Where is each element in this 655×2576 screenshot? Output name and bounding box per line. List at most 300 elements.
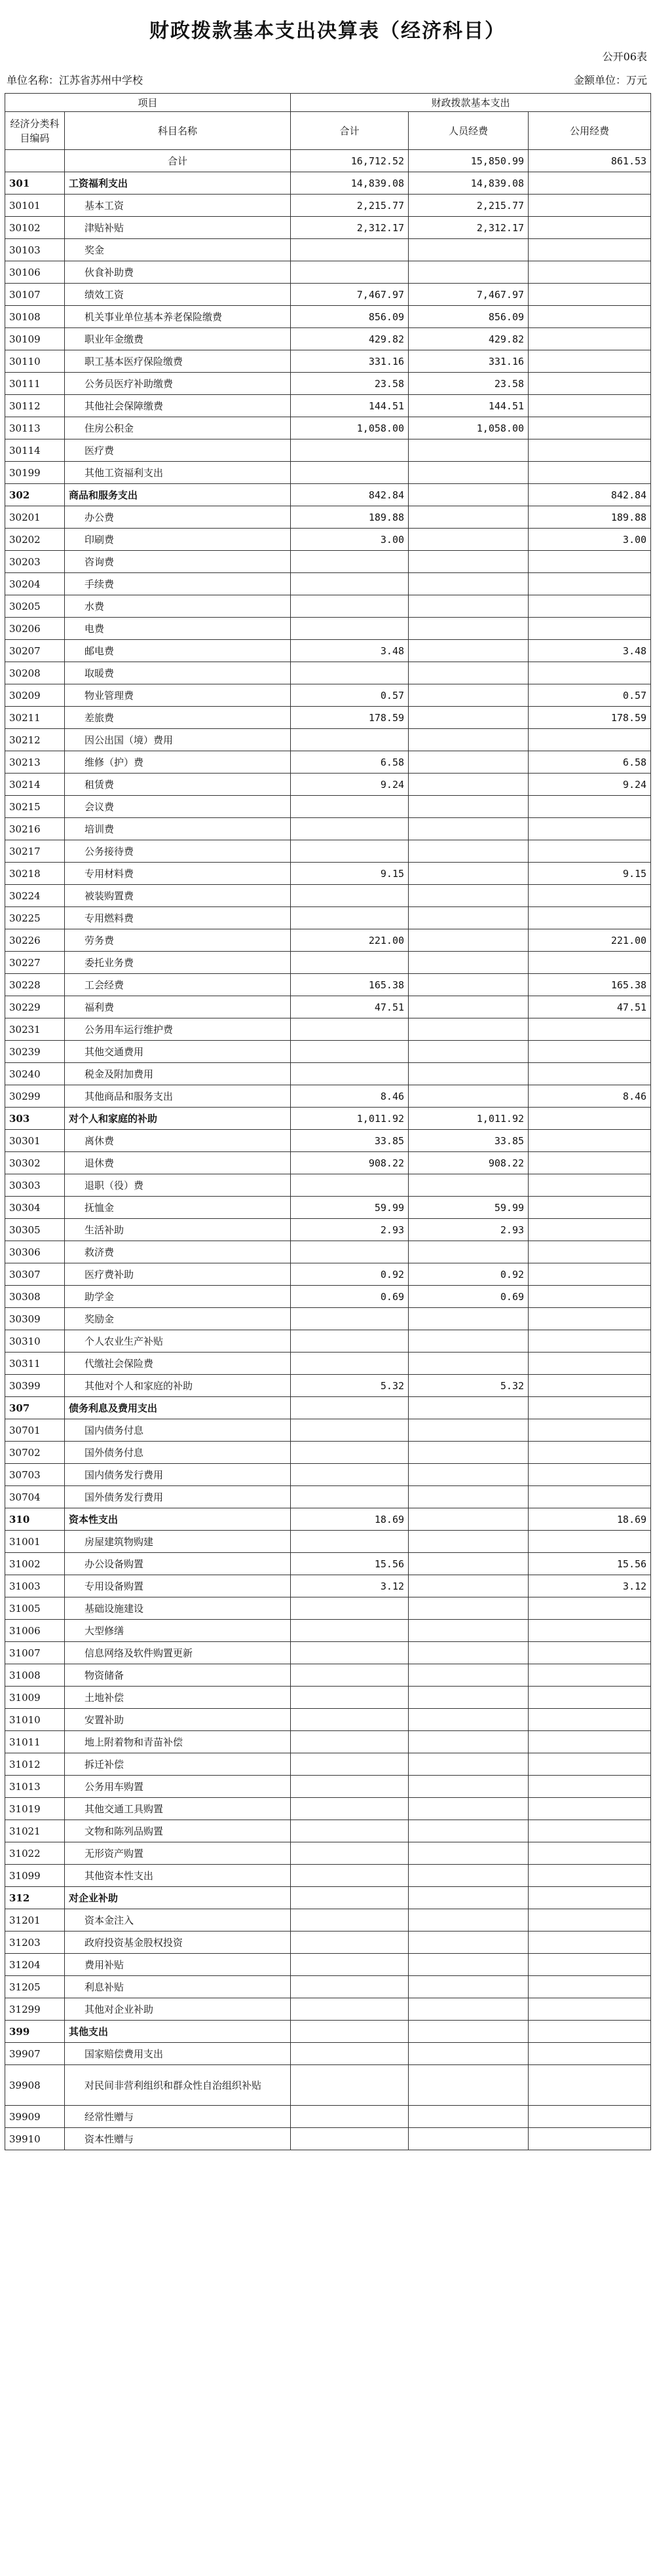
- row-code: 39907: [5, 2043, 65, 2065]
- row-code: 30311: [5, 1353, 65, 1375]
- table-row: [5, 907, 651, 929]
- row-public: [529, 439, 651, 462]
- row-name: 其他支出: [65, 2021, 291, 2043]
- row-total: [291, 2021, 409, 2043]
- row-personnel: [409, 1575, 529, 1597]
- row-public: 3.48: [529, 640, 651, 662]
- row-public: [529, 1776, 651, 1798]
- table-row: [5, 239, 651, 261]
- row-code: 30114: [5, 439, 65, 462]
- table-row: [5, 1909, 651, 1932]
- row-code: 302: [5, 484, 65, 506]
- row-public: [529, 662, 651, 684]
- row-code: 30703: [5, 1464, 65, 1486]
- row-personnel: [409, 1642, 529, 1664]
- row-code: [5, 150, 65, 172]
- row-total: 16,712.52: [291, 150, 409, 172]
- row-public: [529, 1442, 651, 1464]
- row-name: 维修（护）费: [65, 751, 291, 774]
- row-code: 30208: [5, 662, 65, 684]
- row-code: 30226: [5, 929, 65, 952]
- row-public: [529, 1152, 651, 1174]
- row-total: 8.46: [291, 1085, 409, 1108]
- row-personnel: 856.09: [409, 306, 529, 328]
- row-public: [529, 1419, 651, 1442]
- row-total: [291, 1464, 409, 1486]
- row-code: 30206: [5, 618, 65, 640]
- row-total: 59.99: [291, 1197, 409, 1219]
- row-personnel: [409, 1553, 529, 1575]
- row-name: 其他交通费用: [65, 1041, 291, 1063]
- row-public: [529, 1887, 651, 1909]
- row-code: 31001: [5, 1531, 65, 1553]
- row-name: 政府投资基金股权投资: [65, 1932, 291, 1954]
- row-code: 30306: [5, 1241, 65, 1263]
- row-total: 9.24: [291, 774, 409, 796]
- row-code: 30305: [5, 1219, 65, 1241]
- table-row: [5, 1597, 651, 1620]
- row-public: [529, 1709, 651, 1731]
- row-code: 30112: [5, 395, 65, 417]
- table-row: [5, 350, 651, 373]
- row-total: [291, 1597, 409, 1620]
- table-row: [5, 1575, 651, 1597]
- row-total: [291, 1842, 409, 1865]
- row-personnel: 1,058.00: [409, 417, 529, 439]
- row-total: 18.69: [291, 1508, 409, 1531]
- row-name: 商品和服务支出: [65, 484, 291, 506]
- row-personnel: [409, 1798, 529, 1820]
- row-name: 办公费: [65, 506, 291, 529]
- row-name: 债务利息及费用支出: [65, 1397, 291, 1419]
- row-total: 5.32: [291, 1375, 409, 1397]
- row-code: 30102: [5, 217, 65, 239]
- table-row: [5, 1442, 651, 1464]
- row-name: 经常性赠与: [65, 2106, 291, 2128]
- row-public: [529, 2021, 651, 2043]
- row-personnel: 15,850.99: [409, 150, 529, 172]
- row-code: 31005: [5, 1597, 65, 1620]
- header-group: 财政拨款基本支出: [291, 94, 651, 112]
- row-personnel: [409, 1174, 529, 1197]
- row-personnel: 33.85: [409, 1130, 529, 1152]
- row-total: [291, 2043, 409, 2065]
- row-public: [529, 1397, 651, 1419]
- row-name: 大型修缮: [65, 1620, 291, 1642]
- row-total: [291, 952, 409, 974]
- row-name: 职工基本医疗保险缴费: [65, 350, 291, 373]
- table-row: [5, 1152, 651, 1174]
- row-total: 331.16: [291, 350, 409, 373]
- row-personnel: [409, 2065, 529, 2106]
- row-personnel: 429.82: [409, 328, 529, 350]
- row-personnel: [409, 1909, 529, 1932]
- row-name: 对民间非营利组织和群众性自治组织补贴: [65, 2065, 291, 2106]
- row-code: 30308: [5, 1286, 65, 1308]
- row-name: 物资储备: [65, 1664, 291, 1687]
- row-public: [529, 818, 651, 840]
- row-name: 津贴补贴: [65, 217, 291, 239]
- row-code: 307: [5, 1397, 65, 1419]
- row-personnel: [409, 573, 529, 595]
- table-row: [5, 1664, 651, 1687]
- row-name: 个人农业生产补贴: [65, 1330, 291, 1353]
- table-row: [5, 306, 651, 328]
- header-total: 合计: [291, 112, 409, 150]
- table-row: [5, 1375, 651, 1397]
- table-row: [5, 774, 651, 796]
- row-total: 23.58: [291, 373, 409, 395]
- table-row: [5, 684, 651, 707]
- row-personnel: 0.92: [409, 1263, 529, 1286]
- row-code: 30228: [5, 974, 65, 996]
- row-code: 30239: [5, 1041, 65, 1063]
- row-personnel: [409, 462, 529, 484]
- row-name: 地上附着物和青苗补偿: [65, 1731, 291, 1753]
- row-public: [529, 1197, 651, 1219]
- row-public: [529, 217, 651, 239]
- row-code: 30213: [5, 751, 65, 774]
- table-row: [5, 707, 651, 729]
- row-personnel: [409, 1085, 529, 1108]
- row-personnel: [409, 1063, 529, 1085]
- row-name: 土地补偿: [65, 1687, 291, 1709]
- row-public: [529, 1642, 651, 1664]
- row-name: 其他工资福利支出: [65, 462, 291, 484]
- row-name: 其他对企业补助: [65, 1998, 291, 2021]
- row-total: [291, 239, 409, 261]
- row-public: 8.46: [529, 1085, 651, 1108]
- row-name: 国外债务付息: [65, 1442, 291, 1464]
- header-personnel: 人员经费: [409, 112, 529, 150]
- row-public: [529, 1108, 651, 1130]
- row-total: [291, 1976, 409, 1998]
- row-total: 429.82: [291, 328, 409, 350]
- row-name: 伙食补助费: [65, 261, 291, 284]
- row-code: 31299: [5, 1998, 65, 2021]
- row-name: 其他社会保障缴费: [65, 395, 291, 417]
- row-code: 30299: [5, 1085, 65, 1108]
- row-personnel: 1,011.92: [409, 1108, 529, 1130]
- row-code: 301: [5, 172, 65, 195]
- row-public: [529, 1063, 651, 1085]
- row-code: 30214: [5, 774, 65, 796]
- row-code: 30106: [5, 261, 65, 284]
- row-code: 30101: [5, 195, 65, 217]
- row-name: 手续费: [65, 573, 291, 595]
- row-personnel: [409, 239, 529, 261]
- table-row: [5, 1820, 651, 1842]
- row-name: 资本金注入: [65, 1909, 291, 1932]
- row-code: 31003: [5, 1575, 65, 1597]
- row-total: [291, 2106, 409, 2128]
- row-public: [529, 1330, 651, 1353]
- row-name: 国家赔偿费用支出: [65, 2043, 291, 2065]
- row-code: 30111: [5, 373, 65, 395]
- row-personnel: [409, 840, 529, 863]
- row-personnel: [409, 1664, 529, 1687]
- row-personnel: [409, 1865, 529, 1887]
- row-total: 0.92: [291, 1263, 409, 1286]
- row-code: 30309: [5, 1308, 65, 1330]
- table-row: [5, 1018, 651, 1041]
- row-code: 30217: [5, 840, 65, 863]
- row-total: [291, 1798, 409, 1820]
- row-name: 代缴社会保险费: [65, 1353, 291, 1375]
- row-personnel: 908.22: [409, 1152, 529, 1174]
- row-total: [291, 618, 409, 640]
- row-personnel: [409, 1241, 529, 1263]
- row-name: 救济费: [65, 1241, 291, 1263]
- row-code: 30113: [5, 417, 65, 439]
- row-total: [291, 1820, 409, 1842]
- row-total: 0.57: [291, 684, 409, 707]
- row-personnel: [409, 1731, 529, 1753]
- row-personnel: [409, 1842, 529, 1865]
- row-personnel: [409, 640, 529, 662]
- table-row: [5, 974, 651, 996]
- table-row: [5, 1330, 651, 1353]
- row-personnel: 23.58: [409, 373, 529, 395]
- table-row: [5, 1998, 651, 2021]
- row-code: 30225: [5, 907, 65, 929]
- row-personnel: [409, 796, 529, 818]
- row-personnel: [409, 1820, 529, 1842]
- row-personnel: [409, 2043, 529, 2065]
- row-public: [529, 2106, 651, 2128]
- row-name: 被装购置费: [65, 885, 291, 907]
- row-public: [529, 373, 651, 395]
- row-code: 30216: [5, 818, 65, 840]
- row-personnel: [409, 1887, 529, 1909]
- row-total: [291, 1998, 409, 2021]
- row-personnel: [409, 1486, 529, 1508]
- row-code: 31008: [5, 1664, 65, 1687]
- row-personnel: [409, 1041, 529, 1063]
- row-personnel: [409, 1308, 529, 1330]
- table-row: [5, 729, 651, 751]
- row-code: 31205: [5, 1976, 65, 1998]
- row-personnel: 14,839.08: [409, 172, 529, 195]
- table-row: [5, 1976, 651, 1998]
- header-public: 公用经费: [529, 112, 651, 150]
- row-total: 1,058.00: [291, 417, 409, 439]
- row-name: 其他商品和服务支出: [65, 1085, 291, 1108]
- row-total: [291, 1620, 409, 1642]
- table-row: [5, 1842, 651, 1865]
- row-code: 31203: [5, 1932, 65, 1954]
- row-name: 其他对个人和家庭的补助: [65, 1375, 291, 1397]
- row-personnel: [409, 1018, 529, 1041]
- row-name: 差旅费: [65, 707, 291, 729]
- row-total: [291, 439, 409, 462]
- table-row: [5, 1308, 651, 1330]
- row-personnel: [409, 863, 529, 885]
- row-personnel: [409, 1597, 529, 1620]
- table-row: [5, 1464, 651, 1486]
- header-row-1: [5, 94, 651, 112]
- row-total: 33.85: [291, 1130, 409, 1152]
- row-name: 利息补贴: [65, 1976, 291, 1998]
- row-name: 专用设备购置: [65, 1575, 291, 1597]
- row-public: [529, 1664, 651, 1687]
- row-personnel: 0.69: [409, 1286, 529, 1308]
- row-total: [291, 1932, 409, 1954]
- row-public: [529, 1753, 651, 1776]
- row-total: [291, 2128, 409, 2150]
- row-name: 抚恤金: [65, 1197, 291, 1219]
- row-code: 39910: [5, 2128, 65, 2150]
- row-total: [291, 1909, 409, 1932]
- row-total: [291, 1308, 409, 1330]
- row-public: [529, 284, 651, 306]
- table-row: [5, 1085, 651, 1108]
- row-personnel: [409, 506, 529, 529]
- row-total: [291, 1442, 409, 1464]
- row-name: 离休费: [65, 1130, 291, 1152]
- money-unit: 金额单位：万元: [573, 74, 647, 86]
- header-row-2: [5, 112, 651, 150]
- row-name: 费用补贴: [65, 1954, 291, 1976]
- row-total: [291, 1397, 409, 1419]
- table-row: [5, 195, 651, 217]
- table-row: [5, 2043, 651, 2065]
- table-row: [5, 796, 651, 818]
- row-public: [529, 1018, 651, 1041]
- table-row: [5, 261, 651, 284]
- row-code: 39909: [5, 2106, 65, 2128]
- row-total: 47.51: [291, 996, 409, 1018]
- row-public: [529, 417, 651, 439]
- row-code: 30304: [5, 1197, 65, 1219]
- row-public: 47.51: [529, 996, 651, 1018]
- row-public: 178.59: [529, 707, 651, 729]
- row-personnel: 7,467.97: [409, 284, 529, 306]
- table-row: [5, 1687, 651, 1709]
- row-code: 30202: [5, 529, 65, 551]
- row-name: 公务员医疗补助缴费: [65, 373, 291, 395]
- row-code: 30218: [5, 863, 65, 885]
- row-personnel: [409, 684, 529, 707]
- header-item: 项目: [5, 94, 291, 112]
- table-row: [5, 284, 651, 306]
- row-personnel: [409, 2128, 529, 2150]
- row-public: [529, 907, 651, 929]
- row-total: 2,215.77: [291, 195, 409, 217]
- row-code: 30205: [5, 595, 65, 618]
- table-row: [5, 150, 651, 172]
- row-name: 物业管理费: [65, 684, 291, 707]
- row-name: 退职（役）费: [65, 1174, 291, 1197]
- row-public: [529, 1041, 651, 1063]
- row-personnel: [409, 952, 529, 974]
- table-row: [5, 373, 651, 395]
- row-total: [291, 551, 409, 573]
- row-total: [291, 2065, 409, 2106]
- row-total: [291, 1486, 409, 1508]
- row-code: 30203: [5, 551, 65, 573]
- row-name: 培训费: [65, 818, 291, 840]
- row-public: 9.24: [529, 774, 651, 796]
- row-personnel: [409, 439, 529, 462]
- row-total: 14,839.08: [291, 172, 409, 195]
- row-code: 31002: [5, 1553, 65, 1575]
- row-personnel: [409, 1620, 529, 1642]
- row-total: 6.58: [291, 751, 409, 774]
- row-name: 医疗费补助: [65, 1263, 291, 1286]
- row-personnel: [409, 1464, 529, 1486]
- row-public: 6.58: [529, 751, 651, 774]
- row-public: [529, 573, 651, 595]
- row-name: 基础设施建设: [65, 1597, 291, 1620]
- row-code: 30302: [5, 1152, 65, 1174]
- row-total: 3.48: [291, 640, 409, 662]
- table-row: [5, 996, 651, 1018]
- row-name: 住房公积金: [65, 417, 291, 439]
- row-personnel: [409, 662, 529, 684]
- row-name: 公务用车运行维护费: [65, 1018, 291, 1041]
- row-code: 30310: [5, 1330, 65, 1353]
- row-name: 机关事业单位基本养老保险缴费: [65, 306, 291, 328]
- row-total: [291, 1419, 409, 1442]
- row-name: 对个人和家庭的补助: [65, 1108, 291, 1130]
- row-public: [529, 2043, 651, 2065]
- row-personnel: [409, 2021, 529, 2043]
- row-personnel: [409, 1954, 529, 1976]
- row-public: 221.00: [529, 929, 651, 952]
- row-public: 165.38: [529, 974, 651, 996]
- row-code: 39908: [5, 2065, 65, 2106]
- row-public: [529, 1174, 651, 1197]
- row-name: 专用材料费: [65, 863, 291, 885]
- row-personnel: [409, 1709, 529, 1731]
- row-public: [529, 1353, 651, 1375]
- table-row: [5, 1887, 651, 1909]
- table-row: [5, 2021, 651, 2043]
- row-name: 公务用车购置: [65, 1776, 291, 1798]
- row-name: 国内债务付息: [65, 1419, 291, 1442]
- row-personnel: [409, 818, 529, 840]
- row-public: [529, 195, 651, 217]
- row-personnel: [409, 929, 529, 952]
- table-row: [5, 1932, 651, 1954]
- row-name: 文物和陈列品购置: [65, 1820, 291, 1842]
- row-total: 3.12: [291, 1575, 409, 1597]
- row-code: 303: [5, 1108, 65, 1130]
- table-row: [5, 1130, 651, 1152]
- row-public: 0.57: [529, 684, 651, 707]
- row-public: [529, 840, 651, 863]
- row-public: 9.15: [529, 863, 651, 885]
- form-number: 公开06表: [602, 50, 647, 63]
- row-personnel: 5.32: [409, 1375, 529, 1397]
- row-personnel: 2,215.77: [409, 195, 529, 217]
- row-personnel: [409, 1442, 529, 1464]
- row-personnel: [409, 2106, 529, 2128]
- row-personnel: [409, 1397, 529, 1419]
- row-personnel: [409, 774, 529, 796]
- table-row: [5, 952, 651, 974]
- table-row: [5, 1486, 651, 1508]
- row-personnel: [409, 974, 529, 996]
- row-public: [529, 1597, 651, 1620]
- table-row: [5, 1263, 651, 1286]
- row-public: [529, 1731, 651, 1753]
- row-personnel: 59.99: [409, 1197, 529, 1219]
- row-public: [529, 1130, 651, 1152]
- row-name: 劳务费: [65, 929, 291, 952]
- table-row: [5, 1286, 651, 1308]
